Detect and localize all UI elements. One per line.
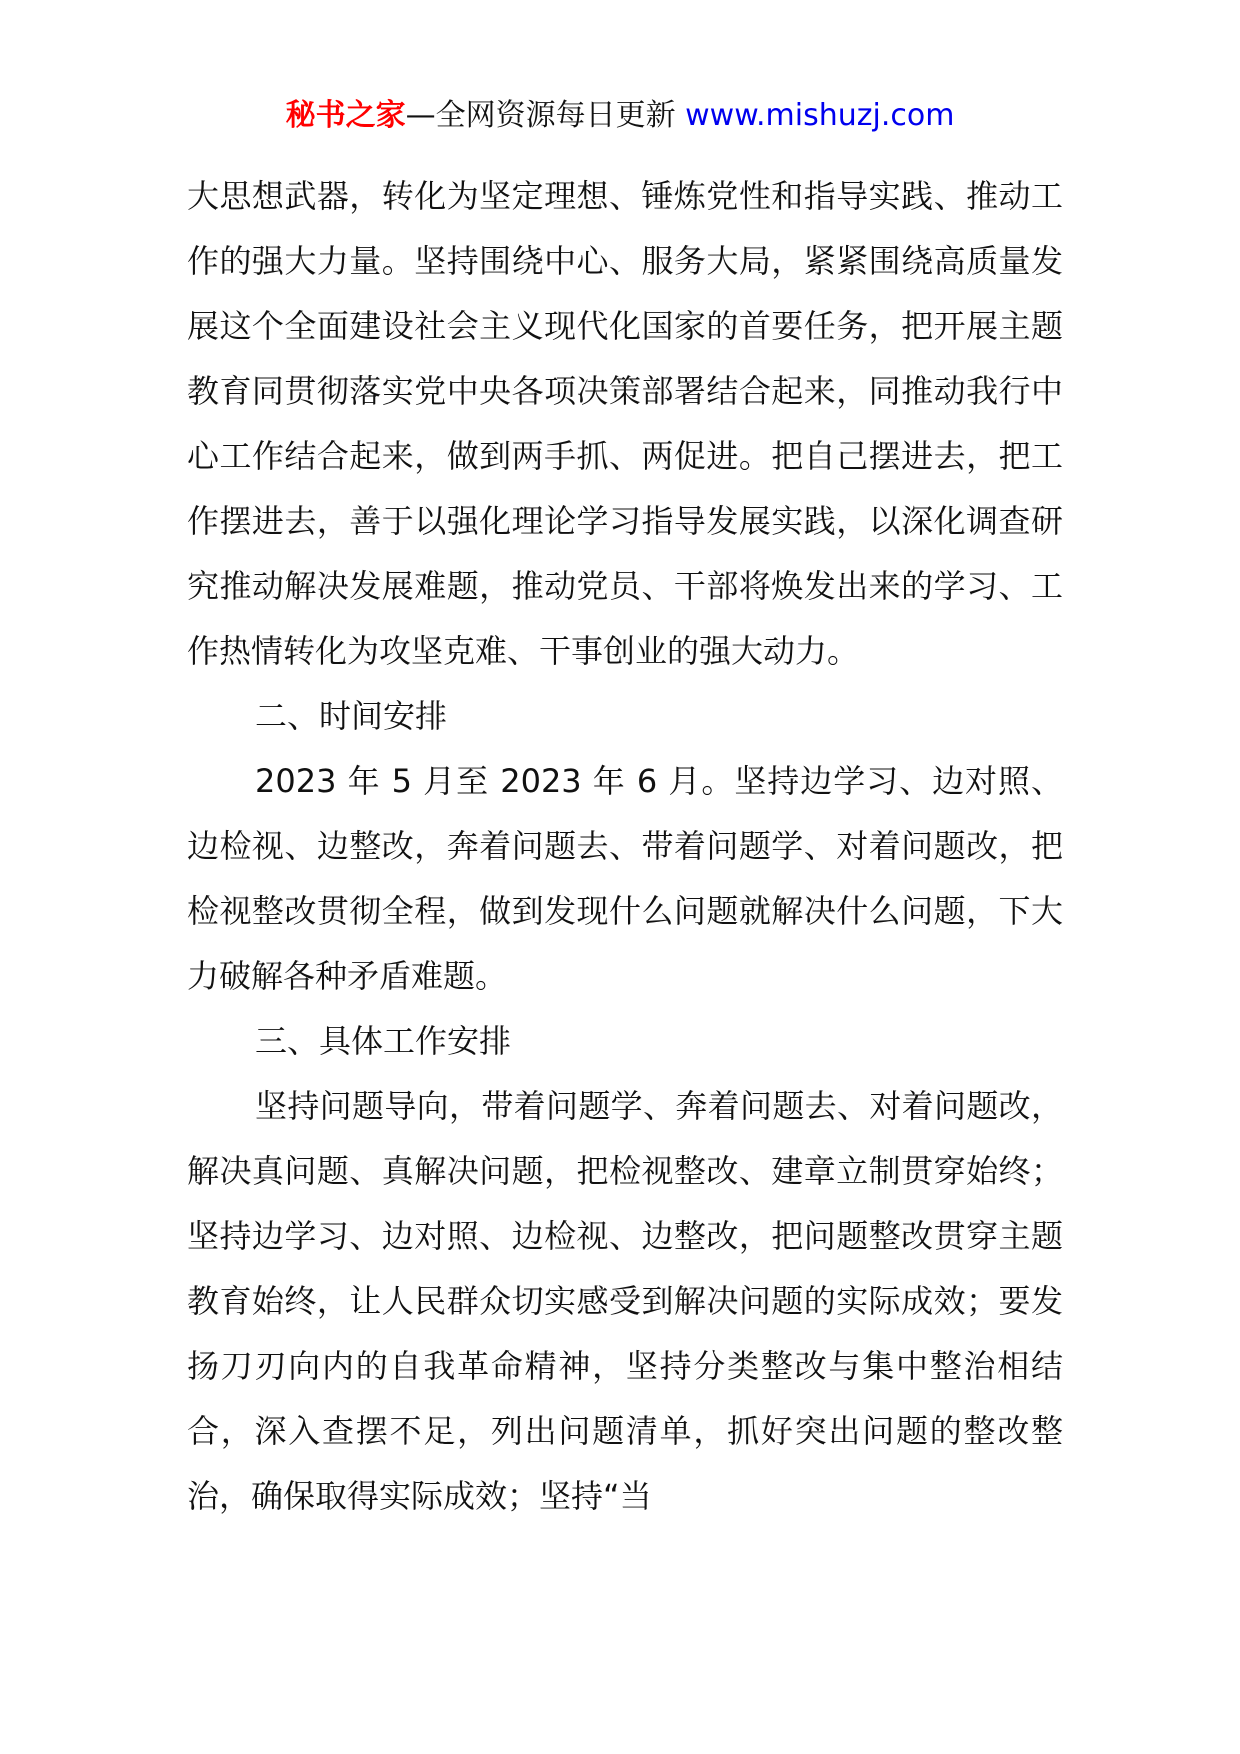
site-banner xyxy=(0,96,1240,136)
paragraph-continued: 大思想武器，转化为坚定理想、锤炼党性和指导实践、推动工作的强大力量。坚持围绕中心、服务大局，紧紧围绕高质量发展这个全面建设社会主义现代化国家的首要任务，把开展主题教育同贯彻落实党中央各项决策部署结合起来，同推动我行中心工作结合起来，做到两手抓、两促进。把自己摆进去，把工作摆进去，善于以强化理论学习指导发展实践，以深化调查研究推动解决发展难题，推动党员、干部将焕发出来的学习、工作热情转化为攻坚克难、干事创业的强大动力。 xyxy=(187,177,1063,670)
brand-name: 秘书之家 xyxy=(285,98,406,133)
section-heading-work-plan: 三、具体工作安排 xyxy=(255,1022,512,1060)
paragraph-work-plan: 坚持问题导向，带着问题学、奔着问题去、对着问题改，解决真问题、真解决问题，把检视整改、建章立制贯穿始终；坚持边学习、边对照、边检视、边整改，把问题整改贯穿主题教育始终，让人民群众切实感受到解决问题的实际成效；要发扬刀刃向内的自我革命精神，坚持分类整改与集中整治相结合，深入查摆不足，列出问题清单，抓好突出问题的整改整治，确保取得实际成效；坚持“当 xyxy=(187,1087,1063,1515)
banner-tagline: —全网资源每日更新 xyxy=(405,98,686,133)
section-heading-schedule: 二、时间安排 xyxy=(255,697,448,735)
site-url-link[interactable]: www.mishuzj.com xyxy=(685,98,955,133)
document-body xyxy=(187,164,1063,1529)
paragraph-schedule: 2023 年 5 月至 2023 年 6 月。坚持边学习、边对照、边检视、边整改，奔着问题去、带着问题学、对着问题改，把检视整改贯彻全程，做到发现什么问题就解决什么问题，下大力破解各种矛盾难题。 xyxy=(187,762,1063,995)
